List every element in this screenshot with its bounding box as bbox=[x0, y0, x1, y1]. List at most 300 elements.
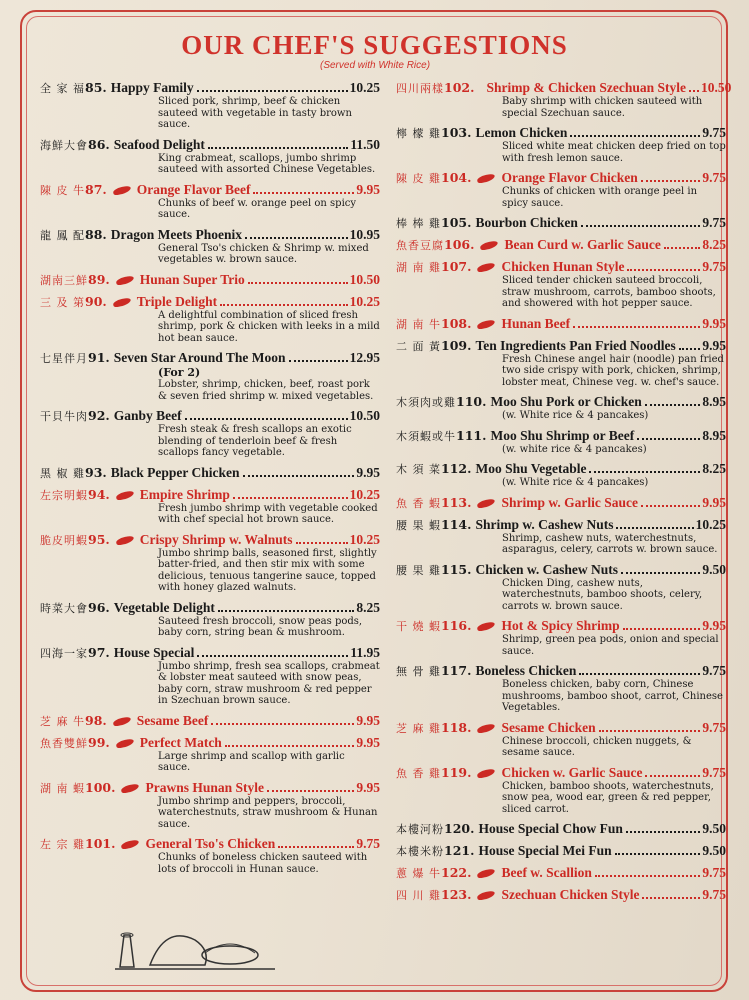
menu-item-header bbox=[396, 125, 726, 141]
dot-leader bbox=[579, 673, 700, 675]
item-description: (w. white rice & 4 pancakes) bbox=[502, 443, 647, 455]
menu-item bbox=[40, 80, 380, 131]
item-description: Chicken, bamboo shoots, waterchestnuts, snow pea, wood ear, green & red pepper, sliced carrot. bbox=[502, 780, 714, 815]
item-number: 100. bbox=[85, 779, 116, 795]
chili-pepper-icon bbox=[477, 868, 496, 879]
dot-leader bbox=[211, 723, 354, 725]
item-name: Bourbon Chicken bbox=[475, 215, 578, 230]
menu-item bbox=[396, 843, 726, 859]
item-number: 95. bbox=[88, 531, 110, 547]
chinese-name: 陳 皮 雞 bbox=[396, 172, 441, 185]
item-number: 110. bbox=[456, 394, 487, 409]
chinese-name: 腰 果 蝦 bbox=[396, 518, 441, 532]
item-name: Dragon Meets Phoenix bbox=[110, 226, 242, 242]
item-price: 9.50 bbox=[702, 561, 726, 577]
item-name: Perfect Match bbox=[139, 734, 222, 750]
item-number: 86. bbox=[88, 136, 110, 152]
menu-item-header bbox=[40, 350, 380, 366]
item-number: 105. bbox=[441, 215, 472, 230]
menu-item bbox=[396, 316, 726, 332]
item-name: Chicken Hunan Style bbox=[501, 259, 625, 274]
item-number: 123. bbox=[441, 887, 472, 902]
item-name: Moo Shu Vegetable bbox=[475, 461, 587, 476]
chinese-name: 魚 香 蝦 bbox=[396, 496, 441, 510]
menu-item bbox=[40, 487, 380, 526]
item-price: 9.75 bbox=[702, 887, 726, 902]
menu-item-header bbox=[396, 517, 726, 533]
item-name: Lemon Chicken bbox=[475, 125, 568, 140]
menu-item bbox=[396, 237, 726, 253]
dot-leader bbox=[278, 846, 354, 848]
item-number: 114. bbox=[441, 516, 472, 532]
chinese-name: 陳 皮 牛 bbox=[40, 183, 85, 197]
item-price: 9.95 bbox=[356, 779, 380, 795]
menu-item bbox=[396, 338, 726, 389]
chinese-name: 四川兩樣 bbox=[396, 82, 444, 95]
dot-leader bbox=[581, 225, 701, 227]
item-description: Jumbo shrimp and peppers, broccoli, waterchestnuts, straw mushroom & Hunan sauce. bbox=[158, 795, 378, 830]
item-description: Jumbo shrimp, fresh sea scallops, crabmeat & lobster meat sauteed with snow peas, baby corn, straw mushroom & red pepper in Szechuan brown sauce. bbox=[158, 660, 380, 706]
item-number: 92. bbox=[88, 408, 110, 423]
chinese-name: 黑 椒 雞 bbox=[40, 466, 85, 480]
dot-leader bbox=[267, 790, 354, 792]
item-number: 121. bbox=[444, 843, 475, 858]
chili-pepper-icon bbox=[477, 173, 496, 184]
item-name: House Special Mei Fun bbox=[478, 843, 612, 858]
item-name: Crispy Shrimp w. Walnuts bbox=[139, 531, 293, 547]
menu-item-header bbox=[40, 227, 380, 243]
item-number: 98. bbox=[85, 712, 107, 728]
menu-item-header bbox=[396, 843, 726, 859]
item-description: Lobster, shrimp, chicken, beef, roast pork & seven fried shrimp w. mixed vegetables. bbox=[158, 379, 374, 402]
chinese-name: 蔥 爆 牛 bbox=[396, 867, 441, 880]
item-name: Beef w. Scallion bbox=[501, 865, 592, 880]
menu-item bbox=[396, 80, 732, 119]
item-price: 9.75 bbox=[702, 125, 726, 140]
chinese-name: 芝 麻 雞 bbox=[396, 721, 441, 735]
menu-item bbox=[40, 600, 380, 639]
menu-item bbox=[396, 663, 726, 714]
chili-pepper-icon bbox=[477, 723, 496, 734]
dot-leader bbox=[645, 404, 701, 406]
item-number: 106. bbox=[444, 237, 475, 252]
chili-pepper-icon bbox=[115, 490, 134, 501]
item-name: General Tso's Chicken bbox=[145, 836, 276, 851]
menu-item bbox=[396, 618, 726, 657]
item-number: 90. bbox=[85, 293, 107, 309]
chinese-name: 左宗明蝦 bbox=[40, 488, 88, 502]
item-name: Ten Ingredients Pan Fried Noodles bbox=[475, 337, 676, 353]
item-description: Chunks of chicken with orange peel in spicy sauce. bbox=[502, 186, 698, 209]
item-price: 12.95 bbox=[349, 350, 380, 365]
item-number: 85. bbox=[85, 80, 107, 95]
item-price: 9.95 bbox=[702, 618, 726, 633]
chili-pepper-icon bbox=[477, 262, 496, 273]
item-price: 9.75 bbox=[702, 719, 726, 735]
menu-item-header bbox=[40, 80, 380, 96]
chinese-name: 木 須 菜 bbox=[396, 463, 441, 476]
dot-leader bbox=[689, 90, 699, 92]
item-price: 9.95 bbox=[702, 337, 726, 353]
menu-item bbox=[396, 215, 726, 231]
item-description: Sliced tender chicken sauteed broccoli, straw mushroom, carrots, bamboo shoots, and showered with hot pepper sauce. bbox=[502, 275, 716, 309]
chili-pepper-icon bbox=[480, 240, 499, 251]
menu-item bbox=[396, 495, 726, 511]
dot-leader bbox=[197, 655, 348, 657]
item-number: 99. bbox=[88, 734, 110, 750]
menu-item-header bbox=[396, 461, 726, 477]
chinese-name: 本樓米粉 bbox=[396, 845, 444, 858]
chili-pepper-icon bbox=[477, 621, 496, 632]
item-price: 10.50 bbox=[349, 271, 380, 287]
chinese-name: 魚香雙鮮 bbox=[40, 736, 88, 750]
menu-item-header bbox=[396, 394, 726, 410]
item-name: Sesame Chicken bbox=[501, 719, 596, 735]
menu-item bbox=[396, 562, 726, 613]
item-name: Shrimp & Chicken Szechuan Style bbox=[486, 80, 686, 95]
menu-item bbox=[396, 865, 726, 881]
item-number: 112. bbox=[441, 461, 472, 476]
item-name: Shrimp w. Garlic Sauce bbox=[501, 494, 638, 510]
menu-item bbox=[396, 170, 726, 209]
chinese-name: 左 宗 雞 bbox=[40, 838, 85, 851]
dot-leader bbox=[185, 418, 348, 420]
menu-item-header bbox=[396, 618, 726, 634]
menu-item bbox=[40, 182, 380, 221]
chinese-name: 時菜大會 bbox=[40, 601, 88, 615]
item-description: Fresh Chinese angel hair (noodle) pan fried two side crispy with pork, chicken, shrimp, lobster meat, Chinese veg. w. chef's sauce. bbox=[502, 353, 724, 388]
item-name: Boneless Chicken bbox=[475, 663, 577, 678]
item-price: 9.75 bbox=[356, 836, 380, 851]
menu-title: OUR CHEF'S SUGGESTIONS bbox=[181, 30, 568, 60]
chinese-name: 海鮮大會 bbox=[40, 138, 88, 152]
dot-leader bbox=[641, 505, 700, 507]
item-name: Orange Flavor Beef bbox=[136, 181, 251, 197]
item-description: Jumbo shrimp balls, seasoned first, slightly batter-fried, and then stir mix with some delicious, tenuous tangerine sauce, topped with honey glazed walnuts. bbox=[158, 547, 377, 593]
dot-leader bbox=[623, 628, 701, 630]
chili-pepper-icon bbox=[477, 768, 496, 779]
item-number: 120. bbox=[444, 821, 475, 836]
dot-leader bbox=[218, 610, 355, 612]
chili-pepper-icon bbox=[480, 85, 481, 92]
dot-leader bbox=[296, 542, 348, 544]
dot-leader bbox=[599, 730, 701, 732]
item-price: 8.95 bbox=[702, 427, 726, 443]
item-price: 10.25 bbox=[349, 293, 380, 309]
item-number: 88. bbox=[85, 226, 107, 242]
menu-item-header bbox=[396, 663, 726, 679]
menu-item bbox=[40, 645, 380, 707]
menu-subtitle: (Served with White Rice) bbox=[320, 60, 431, 71]
menu-item-header bbox=[40, 780, 380, 796]
dot-leader bbox=[220, 304, 348, 306]
chili-pepper-icon bbox=[112, 716, 131, 727]
menu-item-header bbox=[40, 137, 380, 153]
left-column bbox=[40, 80, 380, 881]
item-number: 113. bbox=[441, 494, 472, 510]
item-price: 11.50 bbox=[350, 136, 380, 152]
item-price: 10.25 bbox=[349, 531, 380, 547]
chili-pepper-icon bbox=[115, 535, 134, 546]
item-description: King crabmeat, scallops, jumbo shrimp sauteed with assorted Chinese Vegetables. bbox=[158, 152, 376, 175]
item-number: 96. bbox=[88, 599, 110, 615]
menu-item-header bbox=[396, 821, 726, 837]
chili-pepper-icon bbox=[112, 185, 131, 196]
item-number: 122. bbox=[441, 865, 472, 880]
item-name: Chicken w. Cashew Nuts bbox=[475, 561, 618, 577]
chili-pepper-icon bbox=[112, 297, 131, 308]
chili-pepper-icon bbox=[477, 890, 496, 901]
item-number: 111. bbox=[456, 427, 487, 443]
item-description: Fresh steak & fresh scallops an exotic blending of tenderloin beef & fresh scallops fancy vegetable. bbox=[158, 424, 352, 458]
menu-item bbox=[396, 821, 726, 837]
menu-item-header bbox=[396, 237, 726, 253]
item-name: Hunan Beef bbox=[501, 315, 571, 331]
menu-item bbox=[40, 350, 380, 402]
item-description: Fresh jumbo shrimp with vegetable cooked with chef special hot brown sauce. bbox=[158, 502, 378, 525]
dot-leader bbox=[570, 135, 700, 137]
menu-item bbox=[396, 428, 726, 456]
menu-item bbox=[40, 713, 380, 729]
chinese-name: 湖 南 牛 bbox=[396, 317, 441, 331]
dot-leader bbox=[621, 572, 700, 574]
item-description: Chinese broccoli, chicken nuggets, & sesame sauce. bbox=[502, 735, 692, 758]
item-price: 9.50 bbox=[702, 843, 726, 858]
item-name: Orange Flavor Chicken bbox=[501, 170, 638, 185]
menu-item-header bbox=[40, 487, 380, 503]
menu-item-header bbox=[40, 532, 380, 548]
menu-item bbox=[396, 259, 726, 310]
chili-pepper-icon bbox=[477, 498, 496, 509]
item-price: 9.75 bbox=[702, 215, 726, 230]
item-name: House Special Chow Fun bbox=[478, 821, 623, 836]
item-description: Baby shrimp with chicken sauteed with special Szechuan sauce. bbox=[502, 96, 703, 119]
chili-pepper-icon bbox=[115, 275, 134, 286]
menu-item-header bbox=[396, 170, 726, 186]
chili-pepper-icon bbox=[121, 839, 140, 850]
item-description: (w. White rice & 4 pancakes) bbox=[502, 477, 649, 488]
menu-item-header bbox=[396, 259, 726, 275]
menu-item bbox=[396, 887, 726, 903]
item-name: Prawns Hunan Style bbox=[145, 779, 264, 795]
menu-item bbox=[40, 836, 380, 875]
dot-leader bbox=[637, 438, 700, 440]
menu-item-header bbox=[396, 887, 726, 903]
item-number: 107. bbox=[441, 259, 472, 274]
item-name: Szechuan Chicken Style bbox=[501, 887, 640, 902]
chinese-name: 龍 鳳 配 bbox=[40, 228, 85, 242]
item-name: Empire Shrimp bbox=[139, 486, 230, 502]
item-price: 10.25 bbox=[695, 516, 726, 532]
chili-pepper-icon bbox=[121, 783, 140, 794]
dot-leader bbox=[208, 147, 348, 149]
item-price: 9.75 bbox=[702, 764, 726, 780]
item-number: 116. bbox=[441, 618, 472, 633]
dot-leader bbox=[627, 269, 700, 271]
chinese-name: 腰 果 雞 bbox=[396, 563, 441, 577]
menu-item bbox=[40, 532, 380, 594]
dot-leader bbox=[595, 875, 701, 877]
dot-leader bbox=[243, 475, 355, 477]
item-name: Triple Delight bbox=[136, 293, 218, 309]
menu-item bbox=[40, 735, 380, 774]
chinese-name: 木須蝦或牛 bbox=[396, 429, 456, 443]
chili-pepper-icon bbox=[115, 738, 134, 749]
item-number: 117. bbox=[441, 663, 472, 678]
menu-item bbox=[40, 465, 380, 481]
dot-leader bbox=[664, 247, 701, 249]
dot-leader bbox=[679, 348, 701, 350]
dot-leader bbox=[225, 745, 355, 747]
item-price: 9.95 bbox=[356, 712, 380, 728]
dot-leader bbox=[245, 237, 348, 239]
item-description: Chicken Ding, cashew nuts, waterchestnuts, bamboo shoots, celery, carrots w. brown sauce. bbox=[502, 577, 703, 612]
item-name: Shrimp w. Cashew Nuts bbox=[475, 516, 614, 532]
item-price: 10.50 bbox=[349, 408, 380, 423]
item-number: 101. bbox=[85, 836, 116, 851]
chinese-name: 木須肉或雞 bbox=[396, 396, 456, 409]
item-number: 93. bbox=[85, 464, 107, 480]
item-name: Happy Family bbox=[110, 80, 194, 95]
chinese-name: 無 骨 雞 bbox=[396, 665, 441, 678]
menu-item bbox=[396, 394, 726, 422]
menu-item bbox=[40, 294, 380, 345]
item-number: 118. bbox=[441, 719, 472, 735]
menu-item-header bbox=[396, 495, 726, 511]
chinese-name: 三 及 第 bbox=[40, 295, 85, 309]
menu-item-header bbox=[40, 408, 380, 424]
chili-pepper-icon bbox=[477, 319, 496, 330]
chinese-name: 干貝牛肉 bbox=[40, 410, 88, 423]
menu-item-header bbox=[396, 338, 726, 354]
item-name: Bean Curd w. Garlic Sauce bbox=[504, 237, 661, 252]
item-number: 103. bbox=[441, 125, 472, 140]
menu-item bbox=[396, 765, 726, 816]
item-price: 8.95 bbox=[702, 394, 726, 409]
menu-item bbox=[40, 137, 380, 176]
item-price: 9.95 bbox=[356, 734, 380, 750]
item-number: 87. bbox=[85, 181, 107, 197]
item-price: 9.95 bbox=[356, 181, 380, 197]
item-name: Hunan Super Trio bbox=[139, 271, 245, 287]
menu-item-header bbox=[40, 645, 380, 661]
menu-item-header bbox=[396, 865, 726, 881]
item-name: Moo Shu Pork or Chicken bbox=[490, 394, 642, 409]
item-number: 104. bbox=[441, 170, 472, 185]
dot-leader bbox=[573, 326, 700, 328]
dot-leader bbox=[248, 282, 348, 284]
dot-leader bbox=[589, 471, 700, 473]
chinese-name: 干 燒 蝦 bbox=[396, 620, 441, 633]
menu-item-header bbox=[40, 735, 380, 751]
chinese-name: 脆皮明蝦 bbox=[40, 533, 88, 547]
item-price: 9.75 bbox=[702, 170, 726, 185]
item-price: 10.25 bbox=[349, 80, 380, 95]
dot-leader bbox=[626, 831, 701, 833]
item-description: Shrimp, cashew nuts, waterchestnuts, asparagus, celery, carrots w. brown sauce. bbox=[502, 532, 718, 555]
item-price: 9.75 bbox=[702, 663, 726, 678]
menu-item bbox=[396, 461, 726, 489]
dot-leader bbox=[253, 192, 354, 194]
item-price: 10.95 bbox=[349, 226, 380, 242]
chinese-name: 湖 南 蝦 bbox=[40, 781, 85, 795]
chinese-name: 七星伴月 bbox=[40, 352, 88, 365]
item-name: House Special bbox=[113, 644, 195, 660]
chinese-name: 本樓河粉 bbox=[396, 823, 444, 836]
dot-leader bbox=[289, 360, 348, 362]
item-description: Shrimp, green pea pods, onion and special sauce. bbox=[502, 634, 719, 657]
chinese-name: 四海一家 bbox=[40, 646, 88, 660]
item-description: Sauteed fresh broccoli, snow peas pods, baby corn, string bean & mushroom. bbox=[158, 615, 363, 638]
item-description: General Tso's chicken & Shrimp w. mixed vegetables w. brown sauce. bbox=[158, 242, 369, 265]
menu-item-header bbox=[40, 294, 380, 310]
menu-item bbox=[40, 227, 380, 266]
chinese-name: 湖 南 雞 bbox=[396, 261, 441, 274]
item-price: 9.95 bbox=[702, 494, 726, 510]
dot-leader bbox=[642, 897, 700, 899]
menu-item-header bbox=[396, 80, 732, 96]
chinese-name: 二 面 黃 bbox=[396, 339, 441, 353]
item-price: 8.25 bbox=[356, 599, 380, 615]
item-name: Hot & Spicy Shrimp bbox=[501, 618, 620, 633]
item-name: Vegetable Delight bbox=[113, 599, 215, 615]
dot-leader bbox=[645, 775, 700, 777]
menu-item-header bbox=[40, 713, 380, 729]
item-description: Boneless chicken, baby corn, Chinese mushrooms, bamboo shoot, carrot, Chinese Vegetables. bbox=[502, 679, 723, 713]
menu-item bbox=[396, 720, 726, 759]
menu-item-header bbox=[40, 272, 380, 288]
item-number: 109. bbox=[441, 337, 472, 353]
item-price: 11.95 bbox=[350, 644, 380, 660]
item-price: 10.50 bbox=[700, 80, 732, 95]
right-column bbox=[396, 80, 732, 909]
chinese-name: 魚 香 雞 bbox=[396, 766, 441, 780]
item-price: 9.75 bbox=[702, 865, 726, 880]
dot-leader bbox=[233, 497, 348, 499]
menu-item bbox=[396, 125, 726, 164]
item-number: 115. bbox=[441, 561, 472, 577]
item-name: Seven Star Around The Moon bbox=[113, 350, 286, 365]
item-description: Chunks of beef w. orange peel on spicy sauce. bbox=[158, 197, 357, 220]
item-name: Ganby Beef bbox=[113, 408, 182, 423]
menu-item-header bbox=[40, 836, 380, 852]
menu-item-header bbox=[396, 562, 726, 578]
item-description: Large shrimp and scallop with garlic sauce. bbox=[158, 750, 345, 773]
item-description: Chunks of boneless chicken sauteed with lots of broccoli in Hunan sauce. bbox=[158, 852, 368, 875]
menu-item-header bbox=[396, 316, 726, 332]
menu-item bbox=[396, 517, 726, 556]
item-number: 102. bbox=[444, 80, 475, 95]
menu-item-header bbox=[396, 215, 726, 231]
item-price: 10.25 bbox=[349, 486, 380, 502]
banquet-illustration bbox=[110, 905, 280, 975]
item-subtitle: (For 2) bbox=[158, 366, 201, 379]
chinese-name: 湖南三鮮 bbox=[40, 273, 88, 287]
menu-item-header bbox=[40, 600, 380, 616]
item-price: 9.50 bbox=[702, 821, 726, 836]
item-price: 9.95 bbox=[356, 464, 380, 480]
item-name: Chicken w. Garlic Sauce bbox=[501, 764, 643, 780]
menu-item-header bbox=[396, 428, 726, 444]
menu-item bbox=[40, 272, 380, 288]
menu-item bbox=[40, 408, 380, 459]
chinese-name: 魚香豆腐 bbox=[396, 239, 444, 252]
menu-item-header bbox=[396, 765, 726, 781]
dot-leader bbox=[641, 180, 701, 182]
chinese-name: 全 家 福 bbox=[40, 82, 85, 95]
item-name: Black Pepper Chicken bbox=[110, 464, 240, 480]
item-number: 94. bbox=[88, 486, 110, 502]
